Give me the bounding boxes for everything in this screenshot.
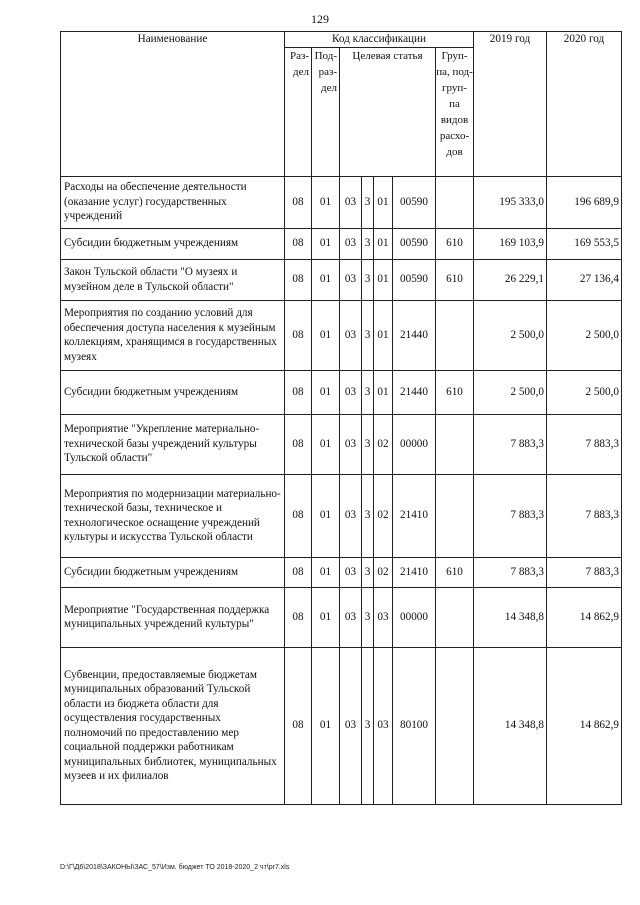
table-row [61, 300, 622, 370]
row-target-event: 03 [374, 647, 393, 804]
row-target-event: 01 [374, 300, 393, 370]
row-target-program: 03 [340, 557, 362, 587]
row-target-program: 03 [340, 474, 362, 557]
row-value-2019: 195 333,0 [474, 176, 547, 228]
file-path-footer: D:\Г\Д6\2018\ЗАКОНЫ\ЗАС_57\Изм. бюджет ТО 2018-2020_2 чт\pr7.xls [60, 864, 290, 871]
row-value-2019: 26 229,1 [474, 259, 547, 300]
row-expense-group [436, 647, 474, 804]
row-subsection: 01 [312, 228, 340, 259]
row-value-2019: 7 883,3 [474, 557, 547, 587]
row-section: 08 [285, 414, 312, 474]
page-number: 129 [311, 12, 329, 26]
table-row [61, 370, 622, 414]
row-name: Субсидии бюджетным учреждениям [61, 228, 285, 259]
header-subsection: Под- раз- дел [312, 47, 340, 176]
budget-table [60, 31, 622, 805]
row-subsection: 01 [312, 557, 340, 587]
row-expense-group [436, 414, 474, 474]
header-section: Раз- дел [285, 47, 312, 176]
row-target-subprogram-type: 3 [362, 300, 374, 370]
row-name: Расходы на обеспечение деятельности (оказание услуг) государственных учреждений [61, 176, 285, 228]
row-section: 08 [285, 228, 312, 259]
row-section: 08 [285, 300, 312, 370]
row-subsection: 01 [312, 300, 340, 370]
row-target-direction: 21440 [393, 300, 436, 370]
row-value-2020: 7 883,3 [547, 474, 622, 557]
row-expense-group [436, 474, 474, 557]
row-name: Мероприятие "Укрепление материально-технической базы учреждений культуры Тульской области" [61, 414, 285, 474]
row-subsection: 01 [312, 474, 340, 557]
row-target-direction: 00000 [393, 414, 436, 474]
row-value-2019: 7 883,3 [474, 474, 547, 557]
row-name: Субсидии бюджетным учреждениям [61, 370, 285, 414]
row-section: 08 [285, 176, 312, 228]
row-subsection: 01 [312, 259, 340, 300]
row-target-subprogram-type: 3 [362, 557, 374, 587]
row-value-2019: 169 103,9 [474, 228, 547, 259]
row-target-direction: 80100 [393, 647, 436, 804]
table-row [61, 414, 622, 474]
row-name: Субсидии бюджетным учреждениям [61, 557, 285, 587]
header-year-2020: 2020 год [547, 32, 622, 177]
row-value-2020: 2 500,0 [547, 370, 622, 414]
table-row [61, 176, 622, 228]
row-expense-group [436, 587, 474, 647]
table-row [61, 557, 622, 587]
row-target-subprogram-type: 3 [362, 259, 374, 300]
row-section: 08 [285, 370, 312, 414]
row-expense-group: 610 [436, 228, 474, 259]
row-target-event: 02 [374, 557, 393, 587]
row-value-2020: 169 553,5 [547, 228, 622, 259]
row-target-subprogram-type: 3 [362, 176, 374, 228]
header-expense-group: Груп- па, под- груп- па видов расхо- дов [436, 47, 474, 176]
row-value-2020: 7 883,3 [547, 414, 622, 474]
row-value-2019: 14 348,8 [474, 647, 547, 804]
row-target-subprogram-type: 3 [362, 647, 374, 804]
row-value-2020: 27 136,4 [547, 259, 622, 300]
row-target-event: 01 [374, 176, 393, 228]
row-target-event: 01 [374, 370, 393, 414]
row-target-event: 02 [374, 474, 393, 557]
row-value-2019: 14 348,8 [474, 587, 547, 647]
row-target-subprogram-type: 3 [362, 228, 374, 259]
table-row [61, 259, 622, 300]
row-section: 08 [285, 587, 312, 647]
row-expense-group: 610 [436, 259, 474, 300]
row-target-program: 03 [340, 228, 362, 259]
row-target-event: 01 [374, 259, 393, 300]
row-target-program: 03 [340, 587, 362, 647]
row-value-2020: 7 883,3 [547, 557, 622, 587]
row-target-direction: 21440 [393, 370, 436, 414]
row-subsection: 01 [312, 414, 340, 474]
row-value-2020: 2 500,0 [547, 300, 622, 370]
row-name: Субвенции, предоставляемые бюджетам муниципальных образований Тульской области из бюджета области для осуществления государственных полномочий по предоставлению мер социальной поддержки работникам муниципальных библиотек, муниципальных музеев и их филиалов [61, 647, 285, 804]
row-target-direction: 21410 [393, 474, 436, 557]
row-expense-group: 610 [436, 557, 474, 587]
row-target-program: 03 [340, 176, 362, 228]
table-row [61, 228, 622, 259]
row-target-subprogram-type: 3 [362, 587, 374, 647]
header-target-article: Целевая статья [340, 47, 436, 176]
row-value-2019: 7 883,3 [474, 414, 547, 474]
row-value-2020: 14 862,9 [547, 647, 622, 804]
row-target-direction: 00590 [393, 228, 436, 259]
header-name: Наименование [61, 32, 285, 177]
row-section: 08 [285, 647, 312, 804]
row-value-2019: 2 500,0 [474, 300, 547, 370]
row-name: Закон Тульской области "О музеях и музейном деле в Тульской области" [61, 259, 285, 300]
row-subsection: 01 [312, 647, 340, 804]
row-target-event: 03 [374, 587, 393, 647]
row-target-subprogram-type: 3 [362, 370, 374, 414]
row-expense-group: 610 [436, 370, 474, 414]
row-target-direction: 00590 [393, 176, 436, 228]
row-target-direction: 00000 [393, 587, 436, 647]
table-row [61, 474, 622, 557]
row-target-program: 03 [340, 370, 362, 414]
row-target-event: 01 [374, 228, 393, 259]
row-subsection: 01 [312, 176, 340, 228]
row-section: 08 [285, 259, 312, 300]
row-target-subprogram-type: 3 [362, 474, 374, 557]
row-name: Мероприятие "Государственная поддержка муниципальных учреждений культуры" [61, 587, 285, 647]
row-target-direction: 21410 [393, 557, 436, 587]
row-section: 08 [285, 557, 312, 587]
row-value-2019: 2 500,0 [474, 370, 547, 414]
header-year-2019: 2019 год [474, 32, 547, 177]
header-classification-code: Код классификации [285, 32, 474, 48]
row-subsection: 01 [312, 370, 340, 414]
row-target-event: 02 [374, 414, 393, 474]
row-target-program: 03 [340, 259, 362, 300]
row-subsection: 01 [312, 587, 340, 647]
row-value-2020: 14 862,9 [547, 587, 622, 647]
row-name: Мероприятия по модернизации материально-технической базы, техническое и технологическое оснащение учреждений культуры и искусства Тульской области [61, 474, 285, 557]
row-name: Мероприятия по созданию условий для обеспечения доступа населения к музейным коллекциям, хранящимся в государственных музеях [61, 300, 285, 370]
row-expense-group [436, 300, 474, 370]
row-section: 08 [285, 474, 312, 557]
row-target-program: 03 [340, 647, 362, 804]
row-target-program: 03 [340, 300, 362, 370]
table-row [61, 647, 622, 804]
table-row [61, 587, 622, 647]
row-target-direction: 00590 [393, 259, 436, 300]
row-expense-group [436, 176, 474, 228]
row-value-2020: 196 689,9 [547, 176, 622, 228]
row-target-subprogram-type: 3 [362, 414, 374, 474]
row-target-program: 03 [340, 414, 362, 474]
